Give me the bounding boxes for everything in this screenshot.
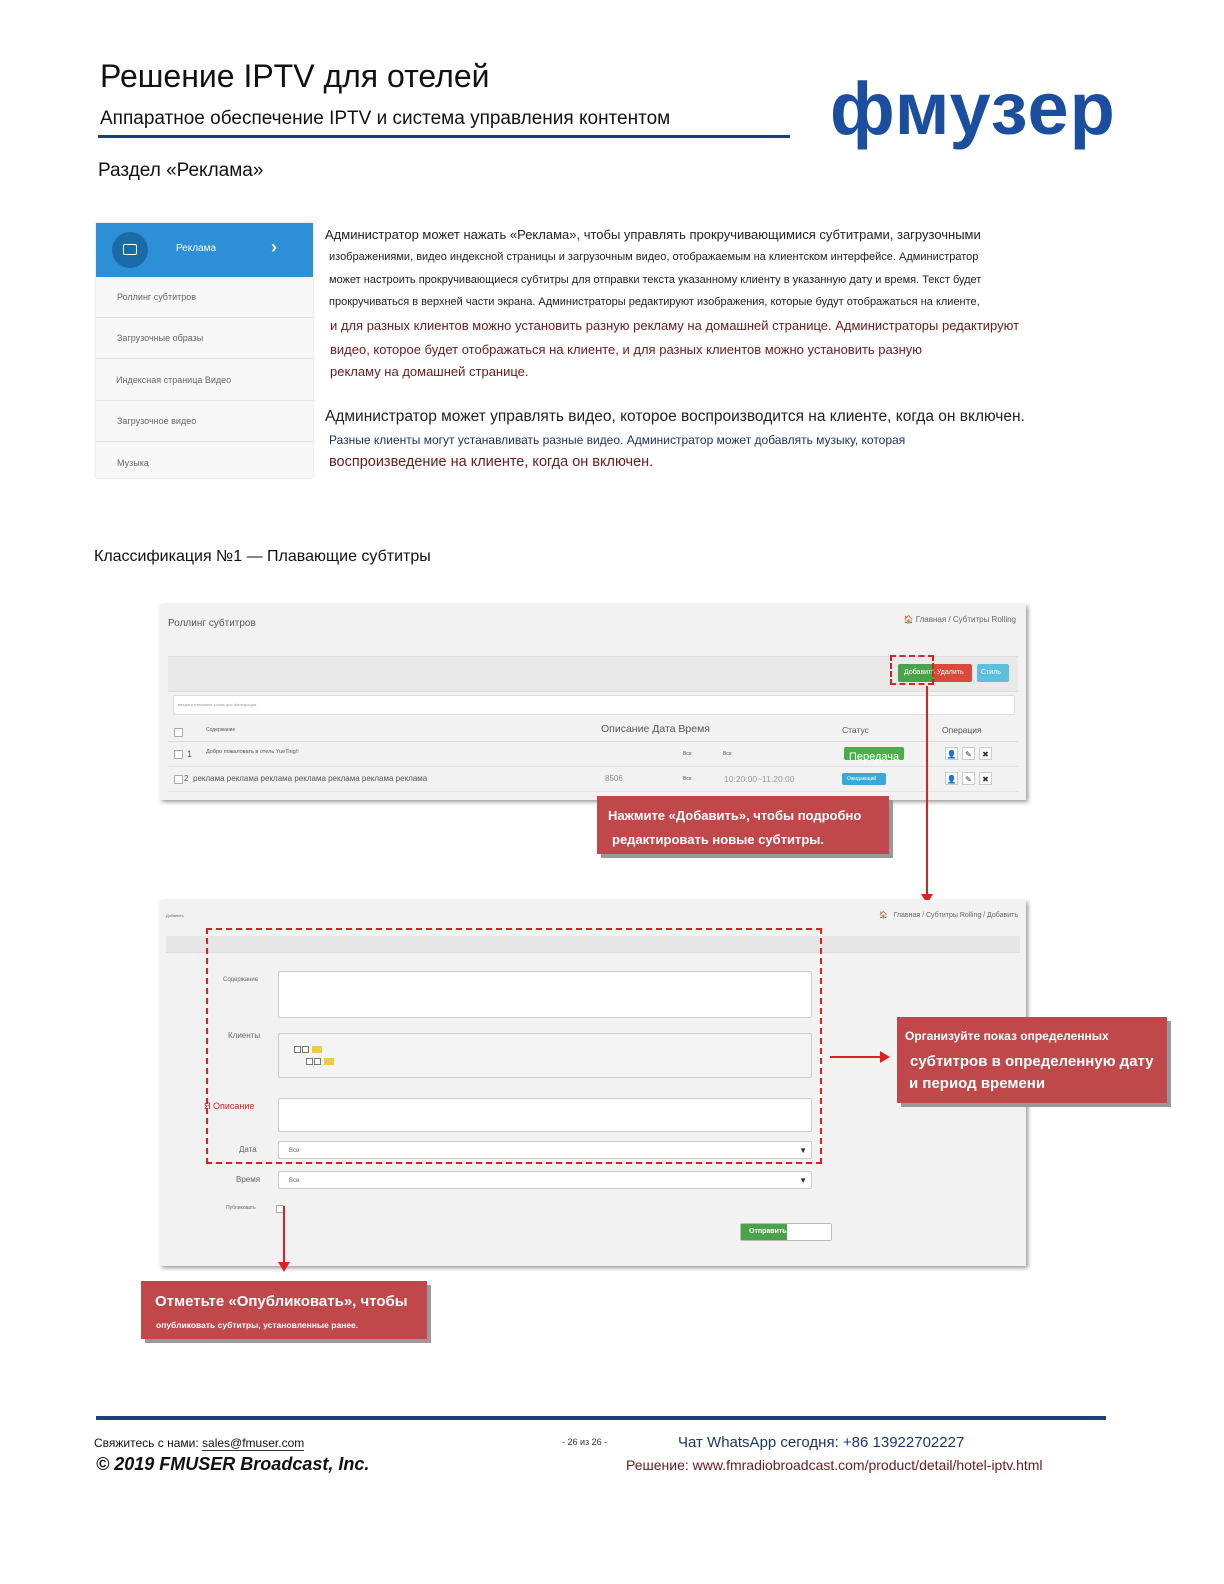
sidebar-item-boot-video: Загрузочное видео [96,401,313,442]
highlight-form-fields [206,928,822,1164]
arrow-line [830,1056,882,1058]
classification-heading: Классификация №1 — Плавающие субтитры [94,548,431,565]
select-all-checkbox [174,728,183,737]
time-select: Все ▼ [278,1171,812,1189]
paragraph-line: может настроить прокручивающиеся субтитры для отправки текста указанному клиенту в указанную дату и время. Текст будет [329,274,982,286]
search-input: введите ключевые слова для фильтрации [173,695,1015,715]
publish-label: Публиковать [226,1205,256,1211]
email-link[interactable]: sales@fmuser.com [202,1436,305,1450]
home-icon: 🏠 [878,912,888,919]
description-label: Я Описание [204,1101,255,1111]
paragraph-line: воспроизведение на клиенте, когда он включен. [329,454,654,470]
callout-publish: Отметьте «Опубликовать», чтобы опубликовать субтитры, установленные ранее. [141,1281,427,1339]
edit-icon: ✎ [962,747,975,760]
status-badge: Передача [844,747,904,760]
sidebar-item-label: Реклама [176,243,217,254]
image-icon [112,232,148,268]
paragraph-line: изображениями, видео индексной страницы и загрузочным видео, отображаемым на клиентском интерфейсе. Администратор [329,251,979,263]
table-header [168,719,1018,742]
date-select: Все ▼ [278,1141,812,1159]
user-icon: 👤 [945,747,958,760]
column-operation: Операция [942,725,982,735]
breadcrumb: 🏠 Главная / Субтитры Rolling [903,615,1016,624]
paragraph-line: Администратор может нажать «Реклама», чтобы управлять прокручивающимися субтитрами, загрузочными [325,227,981,242]
document-title: Решение IPTV для отелей [100,58,490,94]
arrow-head-icon [278,1262,290,1272]
user-icon: 👤 [945,772,958,785]
style-button: Стиль [977,664,1009,682]
paragraph-line: Администратор может управлять видео, которое воспроизводится на клиенте, когда он включен. [325,408,1025,425]
arrow-line [926,686,928,896]
date-label: Дата [239,1145,257,1154]
screenshot-title: Роллинг субтитров [168,618,256,629]
footer-copyright: © 2019 FMUSER Broadcast, Inc. [96,1454,370,1474]
page-number: - 26 из 26 - [562,1437,608,1447]
sidebar-item-index-video: Индексная страница Видео [96,360,313,401]
callout-add: Нажмите «Добавить», чтобы подробно редактировать новые субтитры. [597,796,889,854]
table-row: 2 реклама реклама реклама реклама реклама реклама реклама 8506 Все 10:20:00~11:20:00 Ожидающий 👤 ✎ ✖ [168,767,1018,792]
rolling-subtitles-screenshot [160,604,1026,800]
row-checkbox [174,775,183,784]
section-heading: Раздел «Реклама» [98,160,264,181]
document-subtitle: Аппаратное обеспечение IPTV и система управления контентом [100,108,671,129]
callout-organize: Организуйте показ определенных субтитров в определенную дату и период времени [897,1017,1167,1103]
home-icon: 🏠 [903,615,914,624]
chevron-down-icon: ▼ [799,1176,807,1185]
table-row: 1 Добро пожаловать в отель YueTing!! Все Все Передача 👤 ✎ ✖ [168,742,1018,767]
breadcrumb: 🏠 Главная / Субтитры Rolling / Добавить [878,912,1018,919]
submit-cancel-button: Отправить Отмена [740,1223,832,1241]
chevron-right-icon: › [271,237,277,257]
paragraph-line: Разные клиенты могут устанавливать разные видео. Администратор может добавлять музыку, которая [329,433,906,447]
advertising-sidebar-image [96,223,313,478]
time-label: Время [236,1175,261,1184]
edit-icon: ✎ [962,772,975,785]
sidebar-item-advertising [96,223,313,277]
content-label: Содержание [223,977,259,983]
paragraph-line: прокручиваться в верхней части экрана. Администраторы редактируют изображения, которые будут отображаться на клиенте, [329,296,980,308]
title-underline [98,135,790,138]
delete-icon: ✖ [979,772,992,785]
status-badge: Ожидающий [842,773,886,785]
sidebar-item-boot-images: Загрузочные образы [96,318,313,359]
footer-solution-link[interactable]: Решение: www.fmradiobroadcast.com/product/detail/hotel-iptv.html [626,1457,1043,1473]
footer-rule [96,1416,1106,1420]
row-checkbox [174,750,183,759]
paragraph-line: рекламу на домашней странице. [330,364,529,379]
arrow-line [283,1206,285,1264]
paragraph-line: и для разных клиентов можно установить разную рекламу на домашней странице. Администраторы редактируют [330,318,1020,333]
footer-whatsapp: Чат WhatsApp сегодня: +86 13922702227 [678,1434,965,1451]
arrow-head-icon [880,1051,890,1063]
column-status: Статус [842,725,869,735]
column-content: Содержание [206,727,236,733]
paragraph-line: видео, которое будет отображаться на клиенте, и для разных клиентов можно установить разную [330,342,923,357]
delete-icon: ✖ [979,747,992,760]
brand-logo: фмузер [830,67,1116,150]
screenshot-title: Добавить [166,913,184,918]
footer-contact: Свяжитесь с нами: sales@fmuser.com [94,1436,305,1450]
sidebar-item-rolling-subtitles: Роллинг субтитров [96,277,313,318]
highlight-add-button [890,655,934,685]
chevron-down-icon: ▼ [799,1146,807,1155]
add-delete-button: Добавить Удалить [898,664,972,682]
clients-label: Клиенты [228,1031,261,1040]
sidebar-item-music: Музыка [117,458,149,468]
column-desc-date-time: Описание Дата Время [601,723,710,735]
